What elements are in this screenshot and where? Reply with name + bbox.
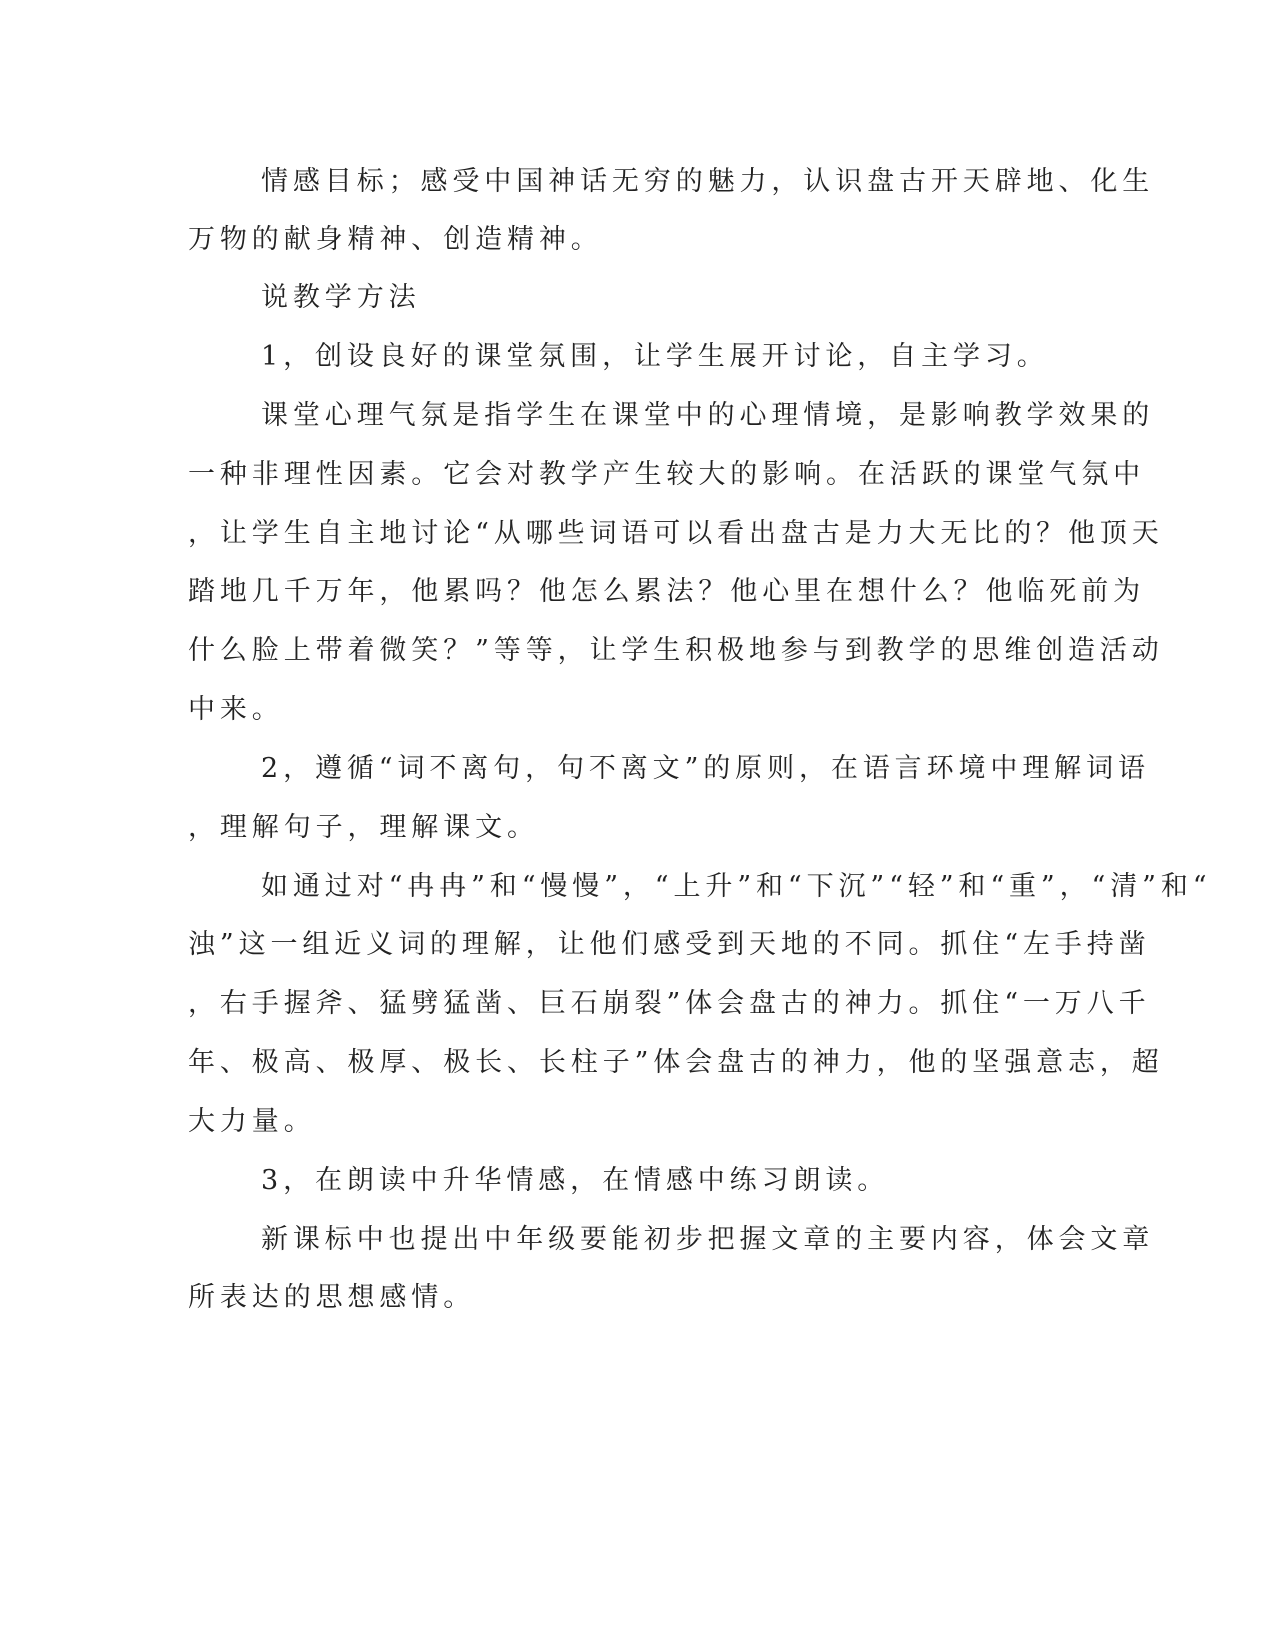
paragraph-line: 踏地几千万年，他累吗？他怎么累法？他心里在想什么？他临死前为 [188,576,1145,607]
paragraph-line: 所表达的思想感情。 [188,1282,476,1313]
paragraph-line: 浊”这一组近义词的理解，让他们感受到天地的不同。抓住“左手持凿 [188,929,1151,960]
paragraph-line: 一种非理性因素。它会对教学产生较大的影响。在活跃的课堂气氛中 [188,459,1145,490]
list-item-heading: 2，遵循“词不离句，句不离文”的原则，在语言环境中理解词语 [261,753,1150,784]
paragraph-line: 情感目标；感受中国神话无穷的魅力，认识盘古开天辟地、化生 [261,166,1155,197]
section-heading: 说教学方法 [261,282,421,313]
paragraph-line: 年、极高、极厚、极长、长柱子”体会盘古的神力，他的坚强意志，超 [188,1047,1164,1078]
paragraph-line: ，让学生自主地讨论“从哪些词语可以看出盘古是力大无比的？他顶天 [188,518,1164,549]
paragraph-line: 课堂心理气氛是指学生在课堂中的心理情境，是影响教学效果的 [261,400,1155,431]
paragraph-line: 大力量。 [188,1106,316,1137]
paragraph-line: 什么脸上带着微笑？”等等，让学生积极地参与到教学的思维创造活动 [188,635,1164,666]
paragraph-line: 如通过对“冉冉”和“慢慢”，“上升”和“下沉”“轻”和“重”，“清”和“ [261,871,1212,902]
paragraph-line: 新课标中也提出中年级要能初步把握文章的主要内容，体会文章 [261,1224,1155,1255]
paragraph-line: ，右手握斧、猛劈猛凿、巨石崩裂”体会盘古的神力。抓住“一万八千 [188,988,1151,1019]
list-item-heading: 1，创设良好的课堂氛围，让学生展开讨论，自主学习。 [261,341,1049,372]
paragraph-line: 中来。 [188,694,284,725]
paragraph-line: ，理解句子，理解课文。 [188,812,539,843]
list-item-heading: 3，在朗读中升华情感，在情感中练习朗读。 [261,1165,890,1196]
paragraph-line: 万物的献身精神、创造精神。 [188,224,603,255]
